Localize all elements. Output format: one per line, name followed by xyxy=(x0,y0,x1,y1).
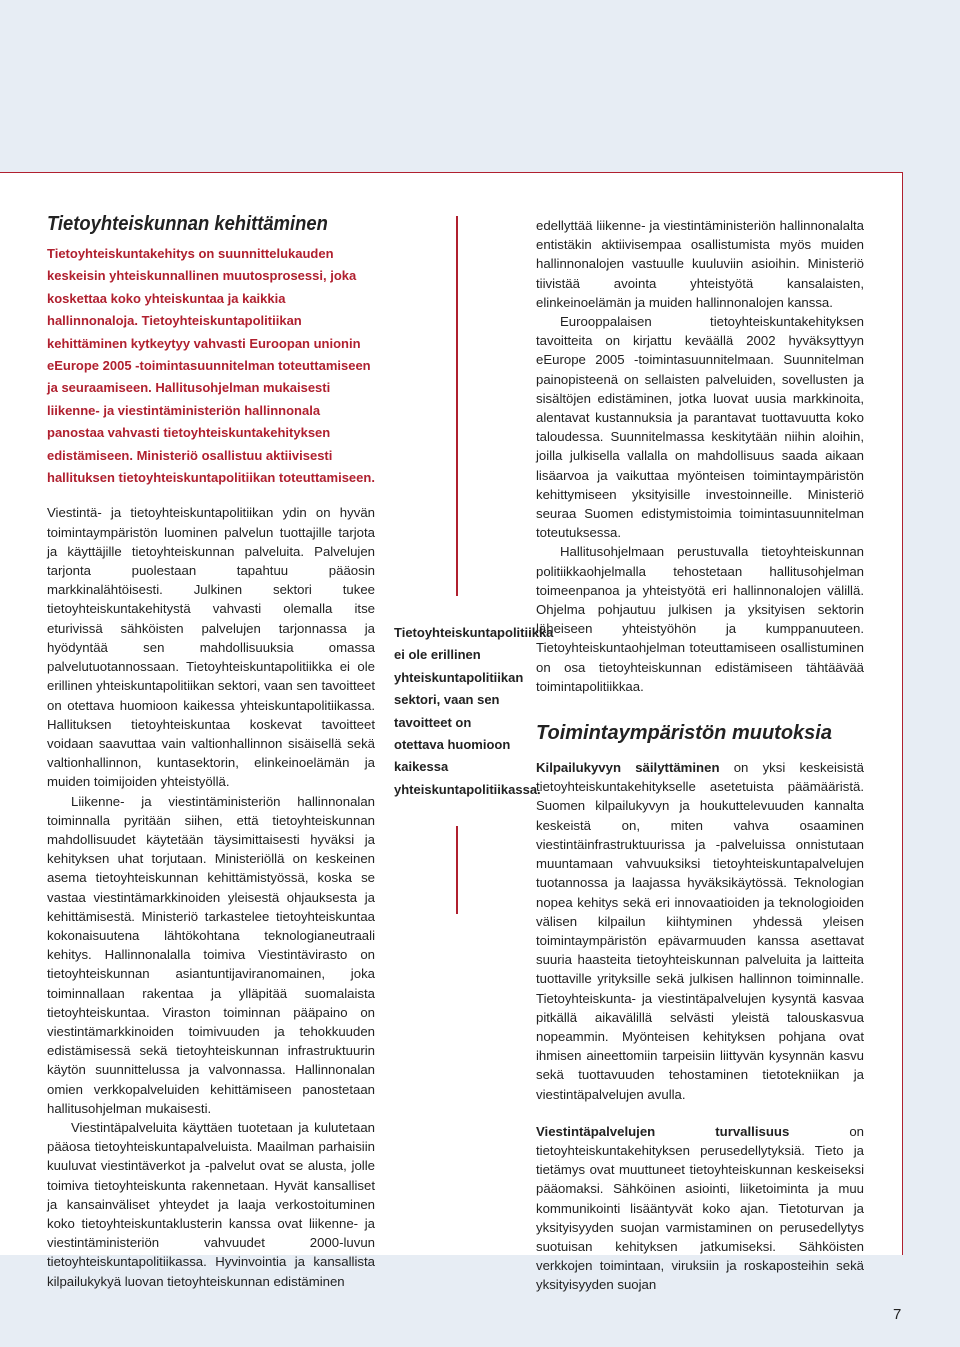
body-paragraph xyxy=(536,1122,864,1295)
inline-bold-term: Viestintäpalvelujen turvallisuus xyxy=(536,1123,790,1139)
pullquote: Tietoyhteiskuntapolitiikka ei ole erillinen yhteiskuntapolitiikan sektori, vaan sen tavoitteet on otettava huomioon kaikessa yhteiskuntapolitiikassa. xyxy=(394,625,554,797)
body-paragraph: Liikenne- ja viestintäministeriön hallinnonalan toiminnalla pyritään siihen, että tietoyhteiskunnan mahdollisuudet käytetään täysimittaisesti hyväksi ja kehityksen uhat torjutaan. Ministeriöllä on keskeinen asema tietoyhteiskunnan kehittämistyössä, koska se vastaa viestintämarkkinoiden yleisestä ohjauksesta ja kehittämisestä. Ministeriö tarkastelee tietoyhteiskuntaa kokonaisuutena lähtökohtana teknologianeutraali kehitys. Hallinnonalalla toimiva Viestintävirasto on tietoyhteiskunnan asiantuntijaviranomainen, joka toiminnallaan rakentaa ja ylläpitää suomalaista tietoyhteiskuntaa. Viraston toiminnan pääpaino on viestintämarkkinoiden toimivuuden ja tehokkuuden edistämisessä sekä tietoyhteiskunnan infrastruktuurin käytön suunnittelussa ja valvonnassa. Hallinnonalan omien verkkopalveluiden kehittämiseen panostetaan hallitusohjelman mukaisesti. xyxy=(47,793,375,1116)
pullquote-rule-top xyxy=(456,216,458,596)
page-number: 7 xyxy=(893,1306,902,1323)
body-paragraph: Eurooppalaisen tietoyhteiskuntakehityksen tavoitteita on kirjattu keväällä 2002 hyväksyttyyn eEurope 2005 -toimintasuunnitelmaan. Suunnitelman painopisteenä on sellaisten palveluiden, sovellusten ja sisältöjen edistäminen, jotka luovat uusia markkinoita, alentavat kustannuksia ja parantavat tuottavuutta koko taloudessa. Suunnitelmassa keskitytään niihin aloihin, joilla julkisella vallalla on mahdollisuus saada aikaan lisäarvoa ja vaikuttaa myönteisen toimintaympäristön kehittymiseen yksityisille investoinneille. Ministeriö seuraa Suomen edistymistoimia toimintasuunnitelman toteutuksessa. xyxy=(536,314,864,541)
left-column xyxy=(47,211,375,1291)
paragraph-text: on yksi keskeisistä tietoyhteiskuntakehitykselle asetetuista päämääristä. Suomen kilpailukyvyn ja houkuttelevuuden kannalta keskeistä on, miten vahva osaaminen viestintäinfrastruktuurissa ja -palveluissa onnistutaan muuntamaan vahvuuksiksi tietoyhteiskuntapalvelujen tuotannossa ja laajassa hyväksikäytössä. Teknologian nopea kehitys sekä eri innovaatioiden ja teknologioiden välisen kilpailun kiihtyminen yhdessä yleisen toimintaympäristön epävarmuuden kanssa asettavat suuria haasteita tietoyhteiskunnan palveluita ja laitteita tuottaville yrityksille sekä julkisen hallinnon toiminnalle. Tietoyhteiskunta- ja viestintäpalvelujen kysyntä kasvaa pitkällä aikavälillä selvästi yleistä talouskasvua nopeammin. Myönteisen kehityksen pohjana ovat ihmisen aineettomiin tarpeisiin liittyvän kysynnän kasvu sekä tuottavuuden tehostaminen tietotekniikan ja viestintäpalvelujen avulla. xyxy=(536,760,864,1102)
section-heading: Tietoyhteiskunnan kehittäminen xyxy=(47,213,328,235)
body-paragraph: Viestintä- ja tietoyhteiskuntapolitiikan ydin on hyvän toimintaympäristön luominen palvelun tuottajille tarjota ja käyttäjille tietoyhteiskunnan palveluita. Palvelujen tarjonta puolestaan tapahtuu pääosin markkinalähtöisesti. Julkinen sektori tukee tietoyhteiskuntakehitystä vahvasti olemalla itse eturivissä sähköisten palvelujen tarjonnassa ja hyödyntää sen mahdollisuuksia omassa palvelutuotannossaan. Tietoyhteiskuntapolitiikka ei ole erillinen yhteiskuntapolitiikan sektori, vaan sen tavoitteet on otettava huomioon kaikessa yhteiskuntapolitiikassa. Hallituksen tietoyhteiskuntaa koskevat tavoitteet voidaan saavuttaa vain valtionhallinnon sisäisellä sekä valtionhallinnon, kuntasektorin, elinkeinoelämän ja muiden toimijoiden yhteistyöllä. xyxy=(47,505,375,790)
paragraph-text: on tietoyhteiskuntakehityksen perusedellytyksiä. Tieto ja tietämys ovat muuttuneet tietoyhteiskunnan keskeiseksi pääomaksi. Sähköinen asiointi, liiketoiminta ja muu kommunikointi lisääntyvät koko ajan. Tietoturvan ja yksityisyyden suojan varmistaminen on perusedellytys suotuisan kehityksen jatkumiseksi. Sähköisten verkkojen toimintaan, viruksiin ja roskaposteihin sekä yksityisyyden suojan xyxy=(536,1123,864,1293)
inline-bold-term: Kilpailukyvyn säilyttäminen xyxy=(536,760,720,776)
body-paragraph: Viestintäpalveluita käyttäen tuotetaan ja kulutetaan pääosa tietoyhteiskuntapalveluista. Maailman parhaisiin kuuluvat viestintäverkot ja -palvelut ovat se alusta, jolle toimiva tietoyhteiskunta rakennetaan. Hyvät kansalliset ja kansainväliset yhteydet ja laaja verkostoituminen koko tietoyhteiskuntaklusterin kanssa ovat liikenne- ja viestintäministeriön vahvuudet 2000-luvun tietoyhteiskuntapolitiikassa. Hyvinvointia ja kansallista kilpailukykyä luovan tietoyhteiskunnan edistäminen xyxy=(47,1119,375,1289)
body-paragraph xyxy=(536,758,864,1104)
body-paragraph: edellyttää liikenne- ja viestintäministeriön hallinnonalalta entistäkin aktiivisempaa osallistumista myös muiden hallinnonalojen vastuulle kuuluviin asioihin. Ministeriö tiivistää avointa yhteistyötä kansalaisten, elinkeinoelämän ja muiden hallinnonalojen kanssa. xyxy=(536,218,864,310)
subsection-heading: Toimintaympäristön muutoksia xyxy=(536,722,832,745)
body-paragraph: Hallitusohjelmaan perustuvalla tietoyhteiskunnan politiikkaohjelmalla tehostetaan hallitusohjelman toimeenpanoa ja yhteistyötä eri hallinnonalojen välillä. Ohjelma pohjautuu julkisen ja yksityisen sektorin läheiseen yhteistyöhön ja kumppanuuteen. Tietoyhteiskuntaohjelman toteuttamiseen osallistuminen on osa tietoyhteiskunnan edistämiseen tähtäävää toimintapolitiikkaa. xyxy=(536,544,864,694)
pullquote-rule-bottom xyxy=(456,826,458,914)
right-column xyxy=(536,216,864,1295)
lead-paragraph: Tietoyhteiskuntakehitys on suunnittelukauden keskeisin yhteiskunnallinen muutosprosessi, joka koskettaa koko yhteiskuntaa ja kaikkia hallinnonaloja. Tietoyhteiskuntapolitiikan kehittäminen kytkeytyy vahvasti Euroopan unionin eEurope 2005 -toimintasuunnitelman toteuttamiseen ja seuraamiseen. Hallitusohjelman mukaisesti liikenne- ja viestintäministeriön hallinnonala panostaa vahvasti tietoyhteiskuntakehityksen edistämiseen. Ministeriö osallistuu aktiivisesti hallituksen tietoyhteiskuntapolitiikan toteuttamiseen. xyxy=(47,246,375,486)
